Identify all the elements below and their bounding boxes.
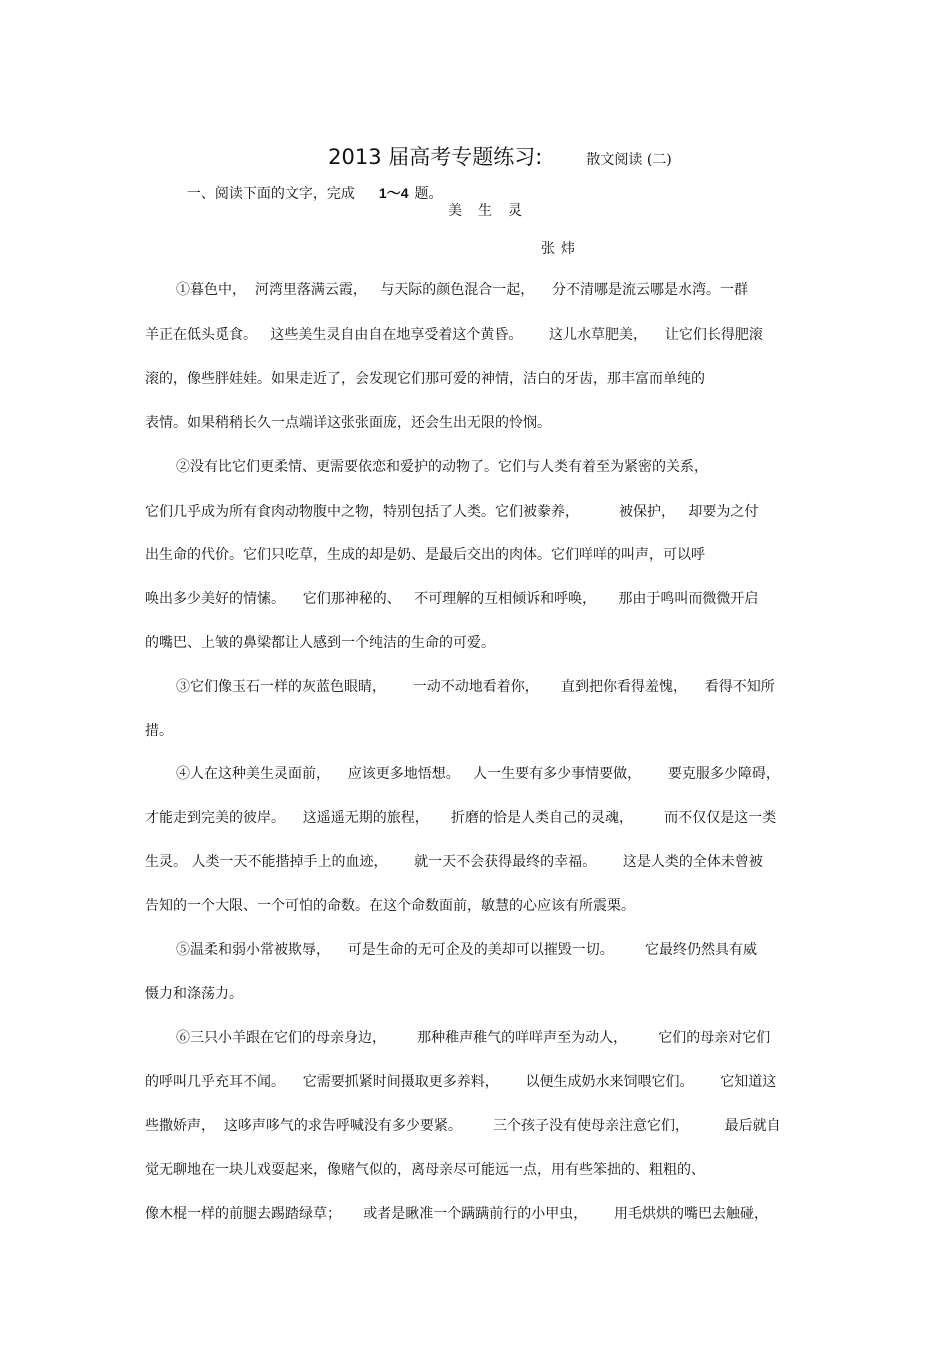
instruction-range: 1～4 [378,185,409,201]
essay-title: 美生灵 [448,203,538,219]
document-title [318,122,672,171]
essay-author: 张炜 [541,241,581,257]
essay-line: 表情。如果稍稍长久一点端详这张张面庞，还会生出无限的怜悯。 [145,415,551,431]
essay-line: 些撒娇声， 这哆声哆气的求告呼喊没有多少要紧。 三个孩子没有使母亲注意它们， 最后就自 [145,1118,781,1134]
essay-line: 觉无聊地在一块儿戏耍起来，像赌气似的，离母亲尽可能远一点，用有些笨拙的、粗粗的、 [145,1162,705,1178]
essay-line: 生灵。 人类一天不能揩掉手上的血迹， 就一天不会获得最终的幸福。 这是人类的全体未曾被 [145,854,763,870]
essay-line: ③它们像玉石一样的灰蓝色眼睛， 一动不动地看着你， 直到把你看得羞愧， 看得不知所 [176,679,775,695]
title-main: 2013 届高考专题练习: [328,145,543,169]
essay-line: ②没有比它们更柔情、更需要依恋和爱护的动物了。它们与人类有着至为紧密的关系， [176,459,708,475]
title-subtitle: 散文阅读 (二) [586,152,672,168]
essay-line: ①暮色中， 河湾里落满云霞， 与天际的颜色混合一起， 分不清哪是流云哪是水湾。一群 [176,282,749,298]
essay-line: 唤出多少美好的情愫。 它们那神秘的、 不可理解的互相倾诉和呼唤， 那由于鸣叫而微微开启 [145,591,759,607]
essay-line: ④人在这种美生灵面前， 应该更多地悟想。 人一生要有多少事情要做， 要克服多少障碍， [176,766,780,782]
essay-line: 滚的，像些胖娃娃。如果走近了，会发现它们那可爱的神情，洁白的牙齿，那丰富而单纯的 [145,371,705,387]
essay-line: 羊正在低头觅食。 这些美生灵自由自在地享受着这个黄昏。 这儿水草肥美， 让它们长得肥滚 [145,327,763,343]
essay-line: 慑力和涤荡力。 [145,986,243,1002]
essay-line: 才能走到完美的彼岸。 这遥遥无期的旅程， 折磨的恰是人类自己的灵魂， 而不仅仅是这一类 [145,810,777,826]
essay-line: 像木棍一样的前腿去踢踏绿草； 或者是瞅准一个蹒蹒前行的小甲虫， 用毛烘烘的嘴巴去触碰， [145,1206,768,1222]
essay-line: 它们几乎成为所有食肉动物腹中之物，特别包括了人类。它们被豢养， 被保护， 却要为之付 [145,504,759,520]
essay-line: 告知的一个大限、一个可怕的命数。在这个命数面前，敏慧的心应该有所震栗。 [145,898,635,914]
essay-line: ⑥三只小羊跟在它们的母亲身边， 那种稚声稚气的咩咩声至为动人， 它们的母亲对它们 [176,1030,771,1046]
essay-line: 出生命的代价。它们只吃草，生成的却是奶、是最后交出的肉体。它们咩咩的叫声，可以呼 [145,547,705,563]
question-instruction [178,167,442,203]
essay-line: 的嘴巴、上皱的鼻梁都让人感到一个纯洁的生命的可爱。 [145,635,495,651]
essay-line: 措。 [145,723,173,739]
essay-line: 的呼叫几乎充耳不闻。 它需要抓紧时间摄取更多养料， 以便生成奶水来饲喂它们。 它知道这 [145,1074,777,1090]
essay-line: ⑤温柔和弱小常被欺辱， 可是生命的无可企及的美却可以摧毁一切。 它最终仍然具有威 [176,942,757,958]
instruction-suffix: 题。 [414,186,443,202]
instruction-prefix: 一、阅读下面的文字，完成 [186,186,355,202]
